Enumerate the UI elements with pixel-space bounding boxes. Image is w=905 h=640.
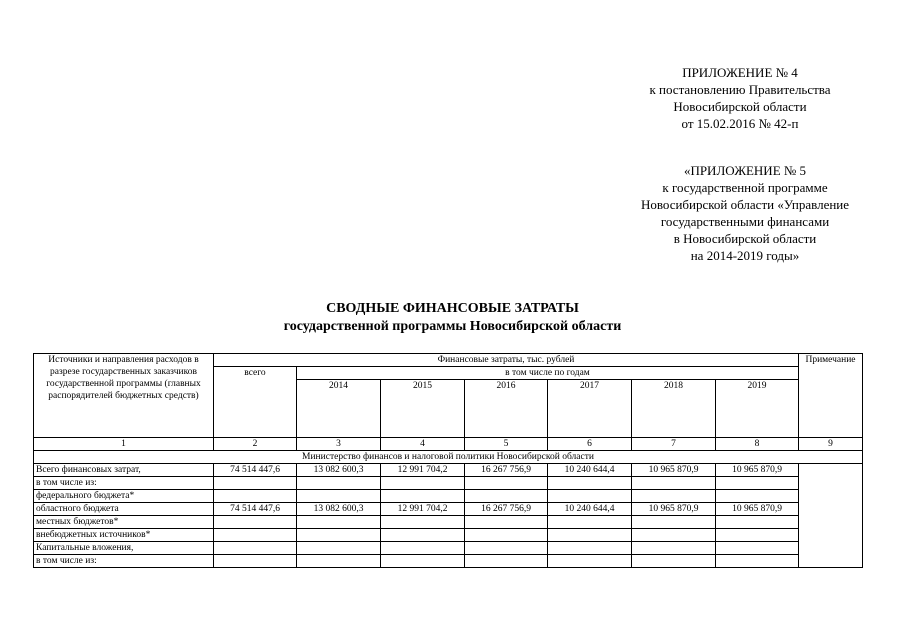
value-cell xyxy=(548,477,632,490)
row-label: областного бюджета xyxy=(34,503,214,516)
value-cell: 16 267 756,9 xyxy=(465,503,548,516)
header-year: 2018 xyxy=(632,380,716,438)
section-header: Министерство финансов и налоговой политики Новосибирской области xyxy=(34,451,863,464)
value-cell: 13 082 600,3 xyxy=(297,503,381,516)
value-cell xyxy=(297,477,381,490)
document-title xyxy=(0,300,905,336)
value-cell xyxy=(214,516,297,529)
value-cell: 10 965 870,9 xyxy=(632,503,716,516)
value-cell: 10 240 644,4 xyxy=(548,503,632,516)
appendix-5-block xyxy=(600,162,890,264)
value-cell xyxy=(548,555,632,568)
value-cell: 74 514 447,6 xyxy=(214,503,297,516)
col-number: 3 xyxy=(297,438,381,451)
appendix-5-line: на 2014-2019 годы» xyxy=(690,248,800,263)
appendix-5-line: Новосибирской области «Управление xyxy=(640,197,850,212)
value-cell xyxy=(716,529,799,542)
value-cell xyxy=(548,490,632,503)
appendix-5-line: государственными финансами xyxy=(660,214,830,229)
value-cell: 16 267 756,9 xyxy=(465,464,548,477)
value-cell xyxy=(548,529,632,542)
col-number: 1 xyxy=(34,438,214,451)
header-year: 2016 xyxy=(465,380,548,438)
col-number: 8 xyxy=(716,438,799,451)
value-cell xyxy=(297,516,381,529)
value-cell: 10 965 870,9 xyxy=(716,503,799,516)
table-row xyxy=(34,542,863,555)
header-by-years: в том числе по годам xyxy=(297,367,799,380)
table-row xyxy=(34,503,863,516)
header-year: 2019 xyxy=(716,380,799,438)
header-total: всего xyxy=(214,367,297,438)
value-cell xyxy=(465,477,548,490)
note-cell xyxy=(799,464,863,568)
value-cell xyxy=(297,529,381,542)
header-year: 2017 xyxy=(548,380,632,438)
table-row xyxy=(34,516,863,529)
row-label: местных бюджетов* xyxy=(34,516,214,529)
header-note: Примечание xyxy=(799,354,863,438)
value-cell xyxy=(465,516,548,529)
col-number: 9 xyxy=(799,438,863,451)
value-cell xyxy=(214,477,297,490)
value-cell xyxy=(716,490,799,503)
value-cell xyxy=(297,555,381,568)
appendix-4-line: к постановлению Правительства xyxy=(649,82,831,97)
value-cell: 10 965 870,9 xyxy=(632,464,716,477)
header-financial: Финансовые затраты, тыс. рублей xyxy=(214,354,799,367)
value-cell xyxy=(465,490,548,503)
table-row xyxy=(34,477,863,490)
row-label: внебюджетных источников* xyxy=(34,529,214,542)
appendix-4-line: от 15.02.2016 № 42-п xyxy=(681,116,799,131)
row-label: в том числе из: xyxy=(34,555,214,568)
appendix-5-line: к государственной программе xyxy=(662,180,828,195)
value-cell xyxy=(214,490,297,503)
value-cell: 74 514 447,6 xyxy=(214,464,297,477)
table-row xyxy=(34,555,863,568)
value-cell xyxy=(548,542,632,555)
value-cell xyxy=(381,477,465,490)
row-label: Всего финансовых затрат, xyxy=(34,464,214,477)
value-cell xyxy=(716,542,799,555)
value-cell xyxy=(632,516,716,529)
col-number: 2 xyxy=(214,438,297,451)
value-cell xyxy=(548,516,632,529)
row-label: в том числе из: xyxy=(34,477,214,490)
appendix-4-line: Новосибирской области xyxy=(673,99,807,114)
value-cell xyxy=(297,490,381,503)
row-label: Капитальные вложения, xyxy=(34,542,214,555)
value-cell xyxy=(214,529,297,542)
header-sources: Источники и направления расходов в разрезе государственных заказчиков государственной программы (главных распорядителей бюджетных средств) xyxy=(34,354,214,438)
appendix-5-line: в Новосибирской области xyxy=(673,231,817,246)
header-year: 2015 xyxy=(381,380,465,438)
value-cell xyxy=(632,555,716,568)
table-row xyxy=(34,529,863,542)
value-cell xyxy=(381,516,465,529)
title-line-2: государственной программы Новосибирской области xyxy=(283,319,622,334)
row-label: федерального бюджета* xyxy=(34,490,214,503)
value-cell xyxy=(465,529,548,542)
value-cell xyxy=(716,516,799,529)
value-cell: 12 991 704,2 xyxy=(381,464,465,477)
value-cell xyxy=(381,542,465,555)
table-row xyxy=(34,490,863,503)
appendix-4-line: ПРИЛОЖЕНИЕ № 4 xyxy=(682,65,798,80)
value-cell xyxy=(381,490,465,503)
header-year: 2014 xyxy=(297,380,381,438)
value-cell xyxy=(632,542,716,555)
value-cell xyxy=(214,555,297,568)
value-cell xyxy=(632,529,716,542)
value-cell xyxy=(465,555,548,568)
value-cell: 10 240 644,4 xyxy=(548,464,632,477)
value-cell xyxy=(632,490,716,503)
col-number: 7 xyxy=(632,438,716,451)
col-number: 5 xyxy=(465,438,548,451)
appendix-5-line: «ПРИЛОЖЕНИЕ № 5 xyxy=(683,163,807,178)
value-cell xyxy=(465,542,548,555)
value-cell xyxy=(716,477,799,490)
value-cell xyxy=(381,529,465,542)
value-cell: 13 082 600,3 xyxy=(297,464,381,477)
value-cell xyxy=(632,477,716,490)
value-cell xyxy=(381,555,465,568)
value-cell xyxy=(297,542,381,555)
table-row xyxy=(34,464,863,477)
financial-table xyxy=(33,353,863,568)
value-cell: 12 991 704,2 xyxy=(381,503,465,516)
value-cell: 10 965 870,9 xyxy=(716,464,799,477)
value-cell xyxy=(716,555,799,568)
col-number: 6 xyxy=(548,438,632,451)
value-cell xyxy=(214,542,297,555)
appendix-4-block xyxy=(620,64,860,132)
col-number: 4 xyxy=(381,438,465,451)
title-line-1: СВОДНЫЕ ФИНАНСОВЫЕ ЗАТРАТЫ xyxy=(326,301,579,316)
